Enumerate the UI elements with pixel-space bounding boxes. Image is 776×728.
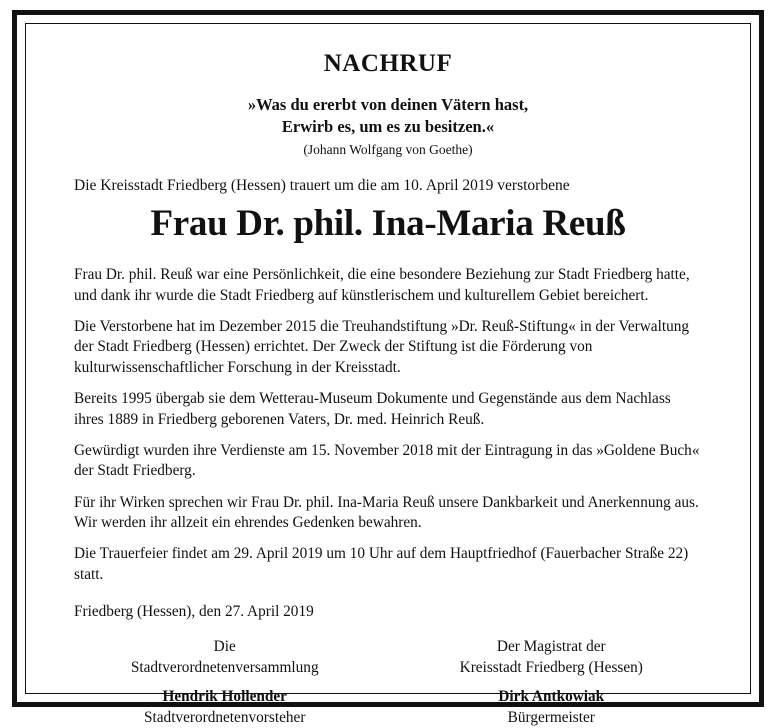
epitaph-line-2: Erwirb es, um es zu besitzen.«	[281, 117, 495, 137]
lede-text: Die Kreisstadt Friedberg (Hessen) trauert um die am 10. April 2019 verstorbene	[74, 176, 570, 194]
signatory-role: Stadtverordnetenvorsteher	[144, 708, 306, 726]
body-paragraph: Frau Dr. phil. Reuß war eine Persönlichkeit, die eine besondere Beziehung zur Stadt Friedberg hatte, und dank ihr wurde die Stadt Friedberg auf künstlerischem und kulturellem Gebiet bereichert.	[74, 266, 690, 304]
signatory-organization	[74, 637, 375, 678]
page-title: NACHRUF	[323, 50, 453, 77]
signatory-org-line-2: Kreisstadt Friedberg (Hessen)	[459, 658, 643, 676]
body-paragraph: Für ihr Wirken sprechen wir Frau Dr. phil. Ina-Maria Reuß unsere Dankbarkeit und Anerkennung aus. Wir werden ihr allzeit ein ehrendes Gedenken bewahren.	[74, 493, 699, 531]
body-paragraph: Bereits 1995 übergab sie dem Wetterau-Museum Dokumente und Gegenstände aus dem Nachlass ihres 1889 in Friedberg geborenen Vaters, Dr. med. Heinrich Reuß.	[74, 390, 671, 428]
signatory-block	[74, 637, 702, 728]
signatory-organization	[401, 637, 702, 678]
obituary-content-area	[25, 23, 751, 726]
obituary-outer-border	[12, 10, 764, 726]
deceased-name: Frau Dr. phil. Ina-Maria Reuß	[150, 203, 626, 245]
body-paragraph: Gewürdigt wurden ihre Verdienste am 15. November 2018 mit der Eintragung in das »Goldene Buch« der Stadt Friedberg.	[74, 441, 700, 480]
signatory-org-line-2: Stadtverordnetenversammlung	[130, 658, 319, 676]
body-paragraph: Die Verstorbene hat im Dezember 2015 die Treuhandstiftung »Dr. Reuß-Stiftung« in der Verwaltung der Stadt Friedberg (Hessen) errichtet. Der Zweck der Stiftung ist die Förderung von kulturwissenschaftlicher Forschung in der Kreisstadt.	[74, 318, 690, 376]
body-paragraph: Die Trauerfeier findet am 29. April 2019 um 10 Uhr auf dem Hauptfriedhof (Fauerbacher Straße 22) statt.	[74, 545, 689, 583]
signatory-left	[74, 637, 375, 728]
epitaph-quote	[74, 94, 702, 139]
signatory-org-line-1: Die	[213, 637, 236, 655]
epitaph-line-1: »Was du ererbt von deinen Vätern hast,	[247, 95, 529, 114]
signatory-name: Dirk Antkowiak	[498, 688, 605, 706]
signatory-org-line-1: Der Magistrat der	[496, 637, 606, 655]
signatory-role: Bürgermeister	[507, 708, 595, 726]
signatory-right	[401, 637, 702, 728]
epitaph-attribution: (Johann Wolfgang von Goethe)	[303, 141, 473, 157]
signatory-name: Hendrik Hollender	[162, 688, 287, 706]
place-and-date: Friedberg (Hessen), den 27. April 2019	[74, 602, 314, 620]
